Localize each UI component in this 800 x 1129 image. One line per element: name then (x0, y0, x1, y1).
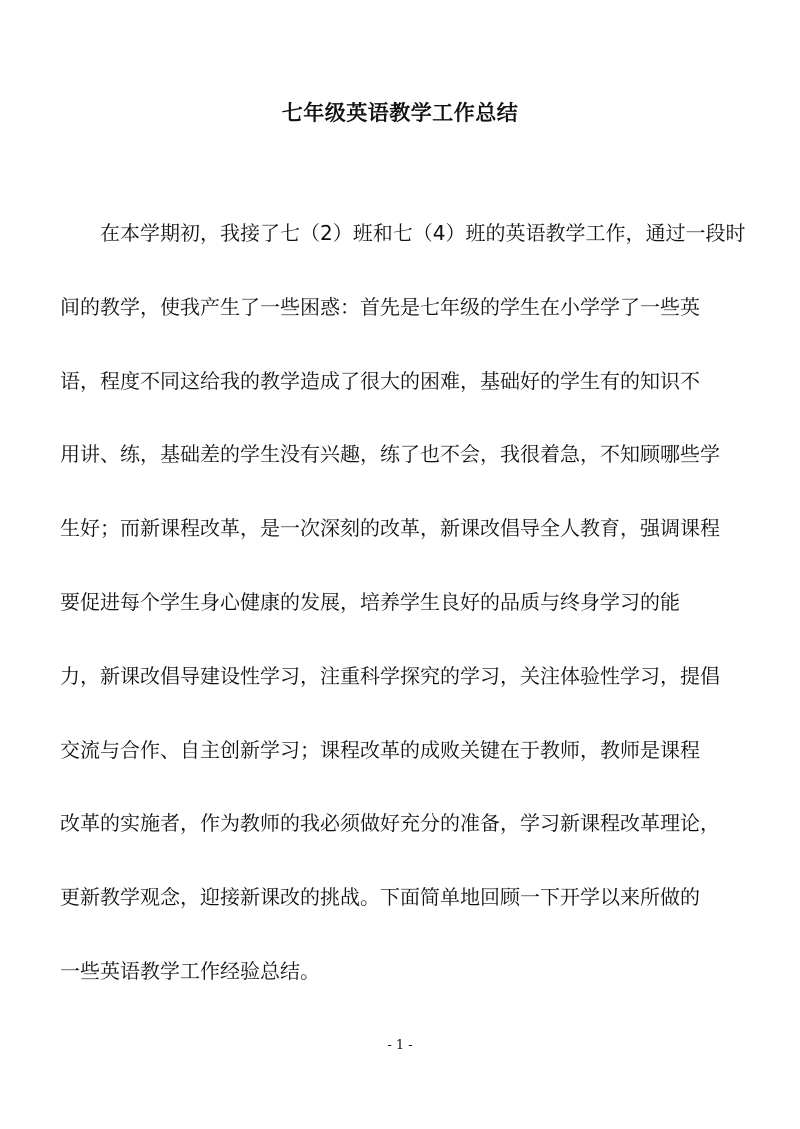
paragraph-line-5: 生好；而新课程改革，是一次深刻的改革，新课改倡导全人教育，强调课程 (60, 516, 720, 541)
paragraph-line-3: 语，程度不同这给我的教学造成了很大的困难，基础好的学生有的知识不 (60, 368, 700, 393)
page-number: - 1 - (387, 1038, 413, 1053)
paragraph-line-6: 要促进每个学生身心健康的发展，培养学生良好的品质与终身学习的能 (60, 589, 680, 614)
paragraph-line-2: 间的教学，使我产生了一些困惑：首先是七年级的学生在小学学了一些英 (60, 294, 700, 319)
paragraph-line-8: 交流与合作、自主创新学习；课程改革的成败关键在于教师，教师是课程 (60, 737, 700, 762)
paragraph-line-9: 改革的实施者，作为教师的我必须做好充分的准备，学习新课程改革理论， (60, 811, 720, 836)
paragraph-line-4: 用讲、练，基础差的学生没有兴趣，练了也不会，我很着急，不知顾哪些学 (60, 442, 720, 467)
paragraph-line-11: 一些英语教学工作经验总结。 (60, 958, 320, 983)
document-title: 七年级英语教学工作总结 (281, 101, 519, 125)
paragraph-line-10: 更新教学观念，迎接新课改的挑战。下面简单地回顾一下开学以来所做的 (60, 885, 700, 910)
paragraph-line-1: 在本学期初，我接了七（2）班和七（4）班的英语教学工作，通过一段时 (100, 221, 746, 245)
body-paragraph (60, 213, 750, 1025)
paragraph-line-7: 力，新课改倡导建设性学习，注重科学探究的学习，关注体验性学习，提倡 (60, 663, 720, 688)
